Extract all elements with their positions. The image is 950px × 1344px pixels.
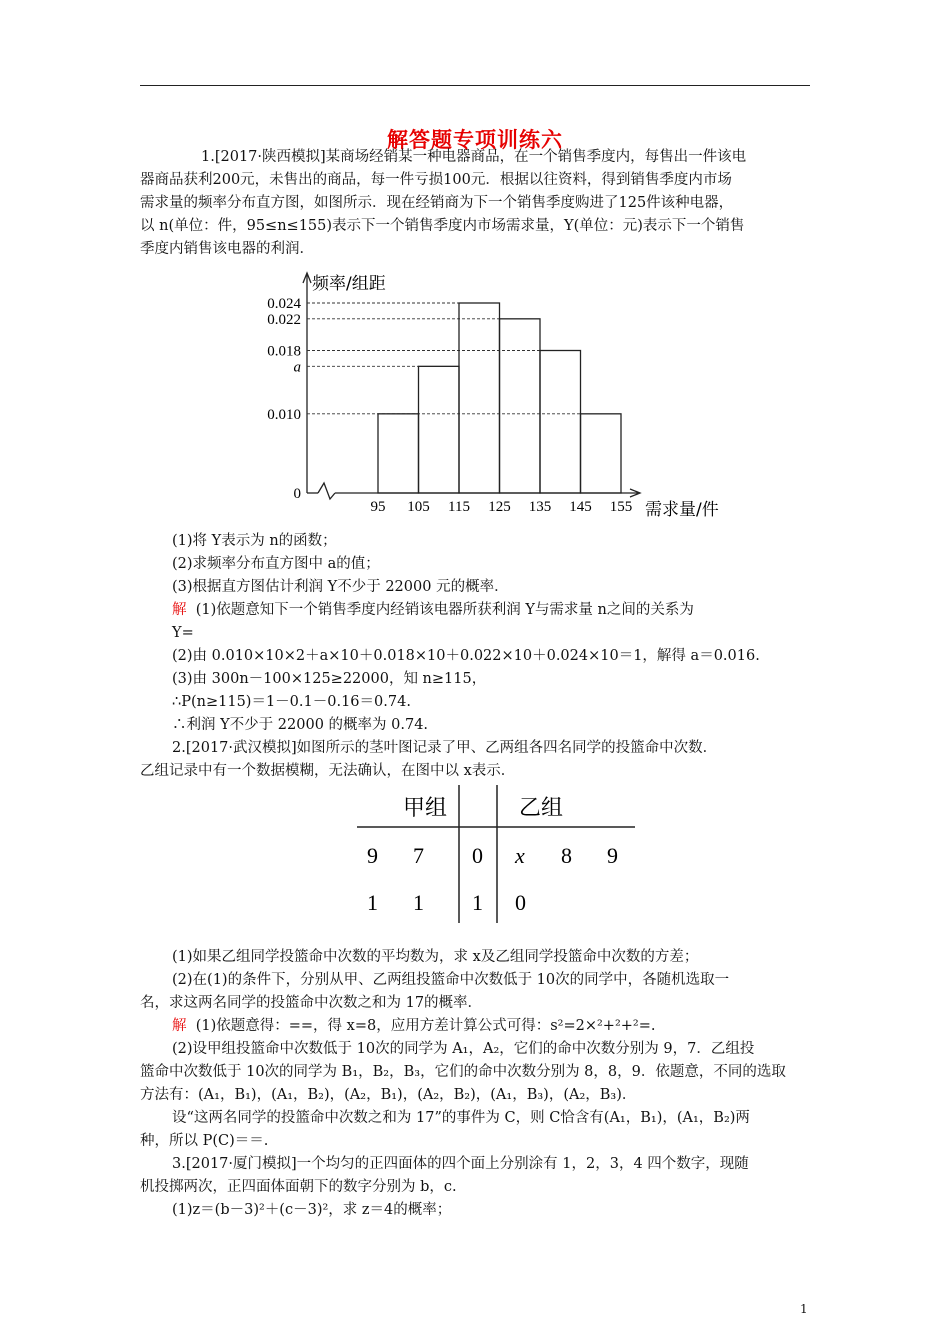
q1-sub3: (3)根据直方图估计利润 Y不少于 22000 元的概率． [172, 579, 509, 595]
y-tick-label: 0 [293, 486, 301, 502]
y-axis-label: 频率/组距 [312, 274, 386, 294]
x-axis-label: 需求量/件 [645, 500, 719, 520]
q2-sol1: 解 (1)依题意得：==，得 x=8，应用方差计算公式可得：s²=2×²+²+²=. [172, 1018, 656, 1034]
histogram-bar [581, 414, 622, 493]
q2-sol3a: 设“这两名同学的投篮命中次数之和为 17”的事件为 C，则 C恰含有(A₁，B₁)，(A₁，B₂)两 [172, 1110, 750, 1126]
header-rule [140, 85, 810, 86]
stem-right-header: 乙组 [518, 796, 564, 821]
stem-leaf-left-value: 7 [413, 843, 424, 868]
histogram-chart [240, 263, 735, 528]
q2-sub2a: (2)在(1)的条件下，分别从甲、乙两组投篮命中次数低于 10次的同学中，各随机选取一 [172, 972, 730, 988]
q1-sub1: (1)将 Y表示为 n的函数； [172, 533, 337, 549]
stem-leaf-right-value: 0 [515, 890, 526, 915]
page-number: 1 [800, 1302, 808, 1316]
q1-sol5: ∴利润 Y不少于 22000 的概率为 0.74. [172, 717, 429, 733]
q2-line2: 乙组记录中有一个数据模糊，无法确认，在图中以 x表示． [140, 763, 516, 779]
q2-sub2b: 名，求这两名同学的投篮命中次数之和为 17的概率． [140, 995, 483, 1011]
page-title: 解答题专项训练六 [387, 127, 563, 152]
q2-sub1: (1)如果乙组同学投篮命中次数的平均数为，求 x及乙组同学投篮命中次数的方差； [172, 949, 699, 965]
x-tick-label: 155 [609, 499, 633, 515]
stem-value: 1 [472, 890, 483, 915]
q2-sol2c: 方法有：(A₁，B₁)，(A₁，B₂)，(A₂，B₁)，(A₂，B₂)，(A₁，B₃)，(A₂，B₃)． [140, 1087, 637, 1103]
q1-sol4: ∴P(n≥115)＝1－0.1－0.16＝0.74. [172, 694, 411, 710]
x-tick-label: 115 [448, 499, 470, 515]
histogram-bar [459, 303, 500, 493]
x-tick-label: 105 [407, 499, 430, 515]
q3-line2: 机投掷两次，正四面体面朝下的数字分别为 b，c. [140, 1179, 457, 1195]
q2-sol2b: 篮命中次数低于 10次的同学为 B₁，B₂，B₃，它们的命中次数分别为 8，8，9．依题意，不同的选取 [140, 1064, 786, 1080]
x-tick-label: 145 [569, 499, 592, 515]
q2-sol2a: (2)设甲组投篮命中次数低于 10次的同学为 A₁，A₂，它们的命中次数分别为 9，7．乙组投 [172, 1041, 755, 1057]
histogram-bar [419, 366, 460, 493]
q1-sub2: (2)求频率分布直方图中 a的值； [172, 556, 380, 572]
histogram-bar [540, 351, 581, 494]
stem-value: 0 [472, 843, 483, 868]
q1-sol1a: 解 (1)依题意知下一个销售季度内经销该电器所获利润 Y与需求量 n之间的关系为 [172, 602, 694, 618]
q3-sub1: (1)z＝(b－3)²＋(c－3)²，求 z＝4的概率； [172, 1202, 452, 1218]
q1-sol3: (3)由 300n－100×125≥22000，知 n≥115， [172, 671, 487, 687]
y-tick-label: 0.022 [267, 311, 301, 328]
histogram-bar [378, 414, 419, 493]
stem-leaf-plot [355, 783, 645, 926]
q1-solution-label: 解 [172, 602, 187, 618]
stem-leaf-left-value: 1 [367, 890, 378, 915]
q2-sol3b: 种，所以 P(C)＝＝. [140, 1133, 269, 1149]
q1-sol2: (2)由 0.010×10×2＋a×10＋0.018×10＋0.022×10＋0.024×10＝1，解得 a＝0.016. [172, 648, 760, 664]
y-tick-label: a [293, 359, 301, 376]
q2-solution-label: 解 [172, 1018, 187, 1034]
q1-line4: 以 n(单位：件，95≤n≤155)表示下一个销售季度内市场需求量，Y(单位：元)表示下一个销售 [140, 218, 745, 234]
stem-leaf-right-value: x [515, 843, 525, 868]
histogram-bar [500, 319, 541, 493]
stem-leaf-right-value: 8 [561, 843, 572, 868]
q1-line3: 需求量的频率分布直方图，如图所示．现在经销商为下一个销售季度购进了125件该种电器， [140, 195, 734, 211]
q1-line5: 季度内销售该电器的利润． [140, 241, 314, 257]
q3-line1: 3.[2017·厦门模拟]一个均匀的正四面体的四个面上分别涂有 1，2，3，4 四个数字，现随 [172, 1156, 749, 1172]
stem-leaf-left-value: 1 [413, 890, 424, 915]
x-tick-label: 135 [528, 499, 552, 515]
q1-sol1b: Y= [172, 625, 194, 641]
q2-line1: 2.[2017·武汉模拟]如图所示的茎叶图记录了甲、乙两组各四名同学的投篮命中次数． [172, 740, 718, 756]
x-axis-break [318, 483, 335, 499]
x-tick-label: 125 [488, 499, 511, 515]
stem-leaf-left-value: 9 [367, 843, 378, 868]
q1-line1: 1.[2017·陕西模拟]某商场经销某一种电器商品，在一个销售季度内，每售出一件该电 [201, 149, 747, 165]
y-tick-label: 0.024 [267, 296, 301, 312]
y-tick-label: 0.018 [267, 343, 301, 360]
stem-leaf-right-value: 9 [607, 843, 618, 868]
y-tick-label: 0.010 [267, 406, 301, 423]
x-tick-label: 95 [370, 499, 386, 515]
stem-left-header: 甲组 [402, 796, 448, 821]
q1-line2: 器商品获利200元，未售出的商品，每一件亏损100元．根据以往资料，得到销售季度内市场 [140, 172, 732, 188]
